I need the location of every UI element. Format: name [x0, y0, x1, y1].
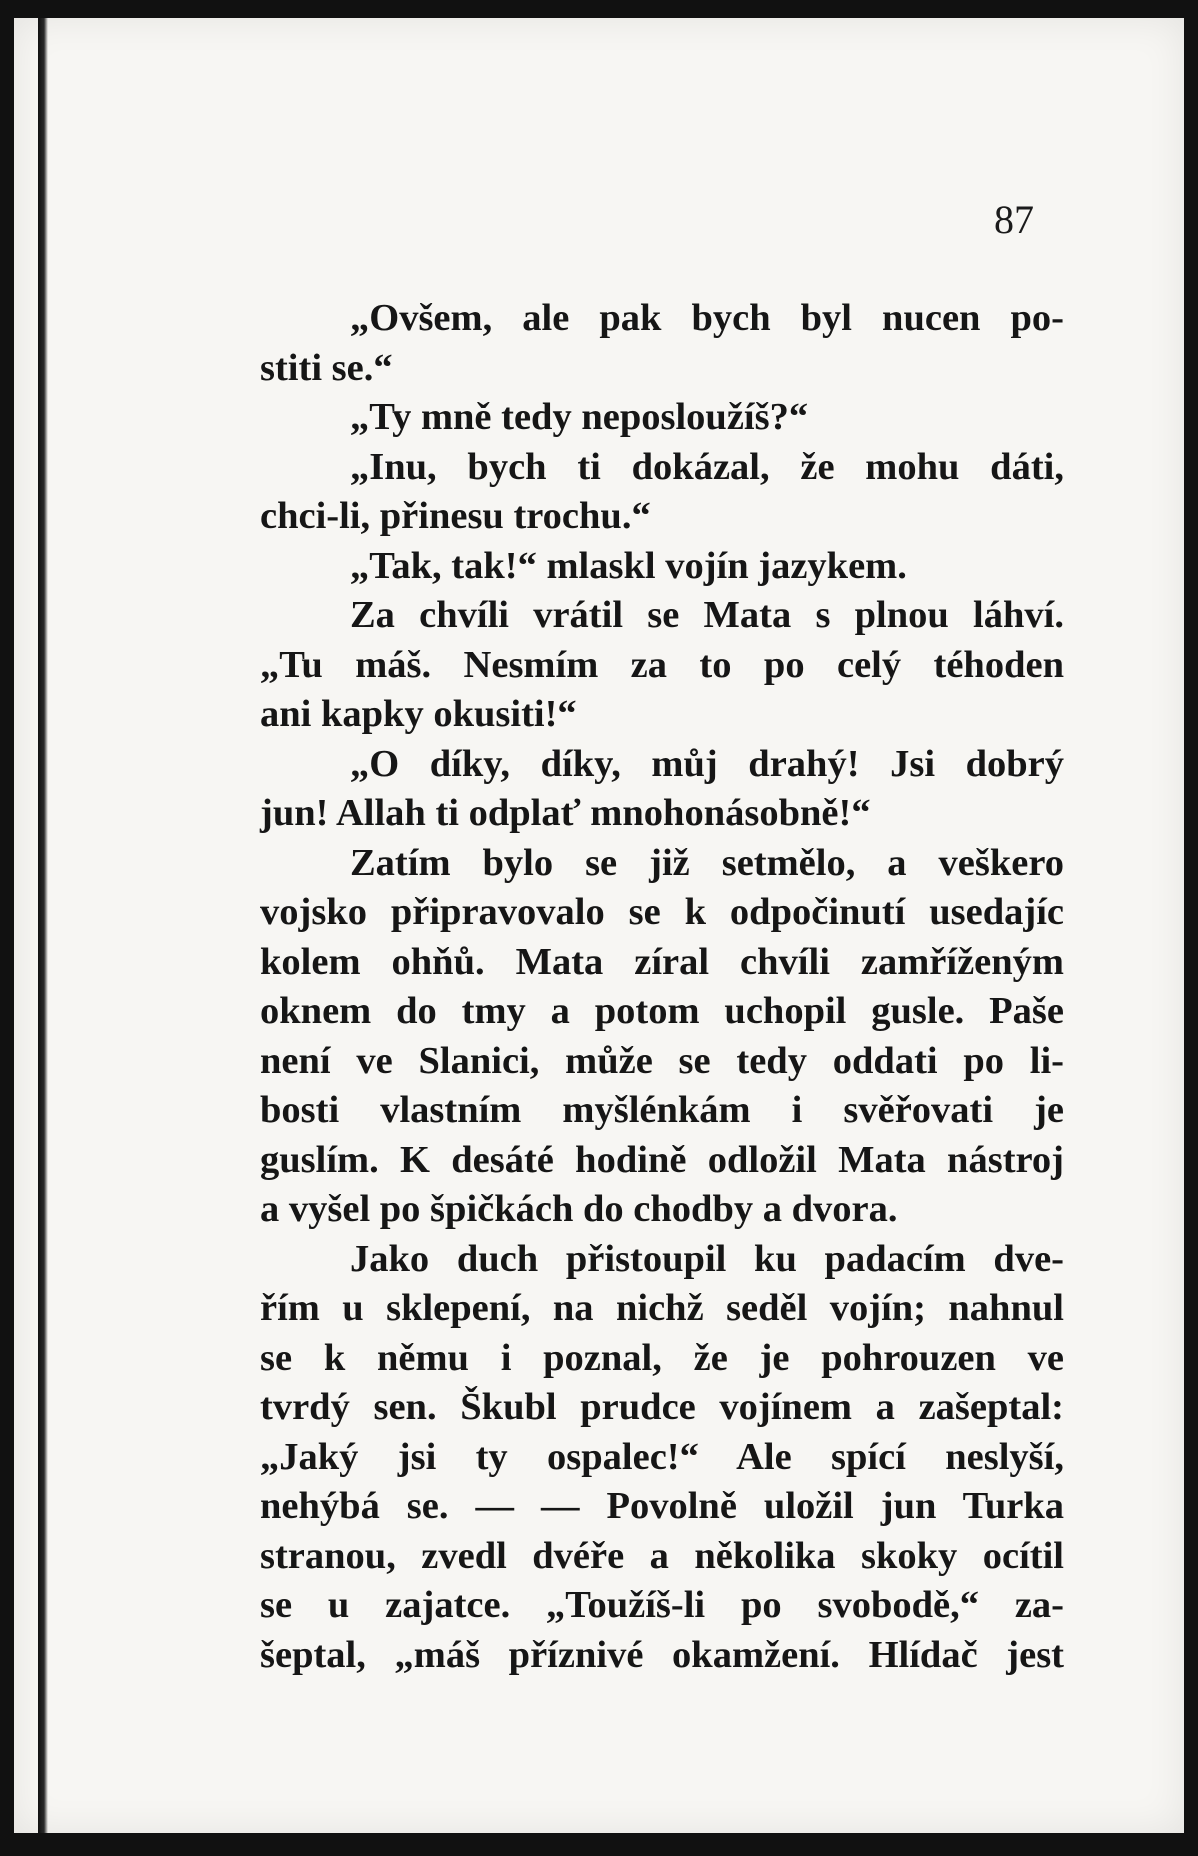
page-spine-edge — [38, 18, 48, 1833]
text-line: jun! Allah ti odplať mnohonásobně!“ — [260, 792, 871, 834]
text-line: tvrdý sen. Škubl prudce vojínem a zašeptal: — [260, 1386, 1064, 1428]
body-text — [260, 294, 1064, 1680]
page-number: 87 — [994, 197, 1034, 242]
text-line: „Tak, tak!“ mlaskl vojín jazykem. — [350, 544, 907, 587]
text-line: šeptal, „máš příznivé okamžení. Hlídač jest — [260, 1633, 1064, 1676]
text-line: „Ty mně tedy neposloužíš?“ — [350, 396, 809, 438]
text-line: Za chvíli vrátil se Mata s plnou láhví. — [350, 594, 1064, 636]
text-line: ani kapky okusiti!“ — [260, 693, 577, 735]
text-line: vojsko připravovalo se k odpočinutí usedajíc — [260, 891, 1064, 933]
text-line: bosti vlastním myšlénkám i svěřovati je — [260, 1089, 1064, 1131]
text-line: kolem ohňů. Mata zíral chvíli zamříženým — [260, 940, 1064, 983]
text-line: „Ovšem, ale pak bych byl nucen po- — [350, 297, 1064, 339]
text-line: Zatím bylo se již setmělo, a veškero — [350, 841, 1064, 884]
text-line: se k němu i poznal, že je pohrouzen ve — [260, 1336, 1064, 1379]
text-line: nehýbá se. — — Povolně uložil jun Turka — [260, 1485, 1064, 1527]
text-line: oknem do tmy a potom uchopil gusle. Paše — [260, 990, 1064, 1032]
text-line: „O díky, díky, můj drahý! Jsi dobrý — [350, 742, 1064, 785]
text-line: „Inu, bych ti dokázal, že mohu dáti, — [350, 445, 1064, 488]
text-line: guslím. K desáté hodině odložil Mata nástroj — [260, 1138, 1064, 1181]
text-line: stiti se.“ — [260, 346, 393, 389]
text-line: „Tu máš. Nesmím za to po celý téhoden — [260, 643, 1064, 686]
book-page — [14, 18, 1184, 1833]
text-line: řím u sklepení, na nichž seděl vojín; nahnul — [260, 1287, 1064, 1329]
text-line: se u zajatce. „Toužíš-li po svobodě,“ za- — [260, 1584, 1064, 1626]
text-line: „Jaký jsi ty ospalec!“ Ale spící neslyší, — [260, 1435, 1064, 1478]
text-line: není ve Slanici, může se tedy oddati po li- — [260, 1039, 1064, 1082]
text-line: stranou, zvedl dvéře a několika skoky ocítil — [260, 1534, 1064, 1577]
text-line: Jako duch přistoupil ku padacím dve- — [350, 1237, 1064, 1280]
text-line: a vyšel po špičkách do chodby a dvora. — [260, 1188, 898, 1230]
text-line: chci-li, přinesu trochu.“ — [260, 495, 651, 537]
